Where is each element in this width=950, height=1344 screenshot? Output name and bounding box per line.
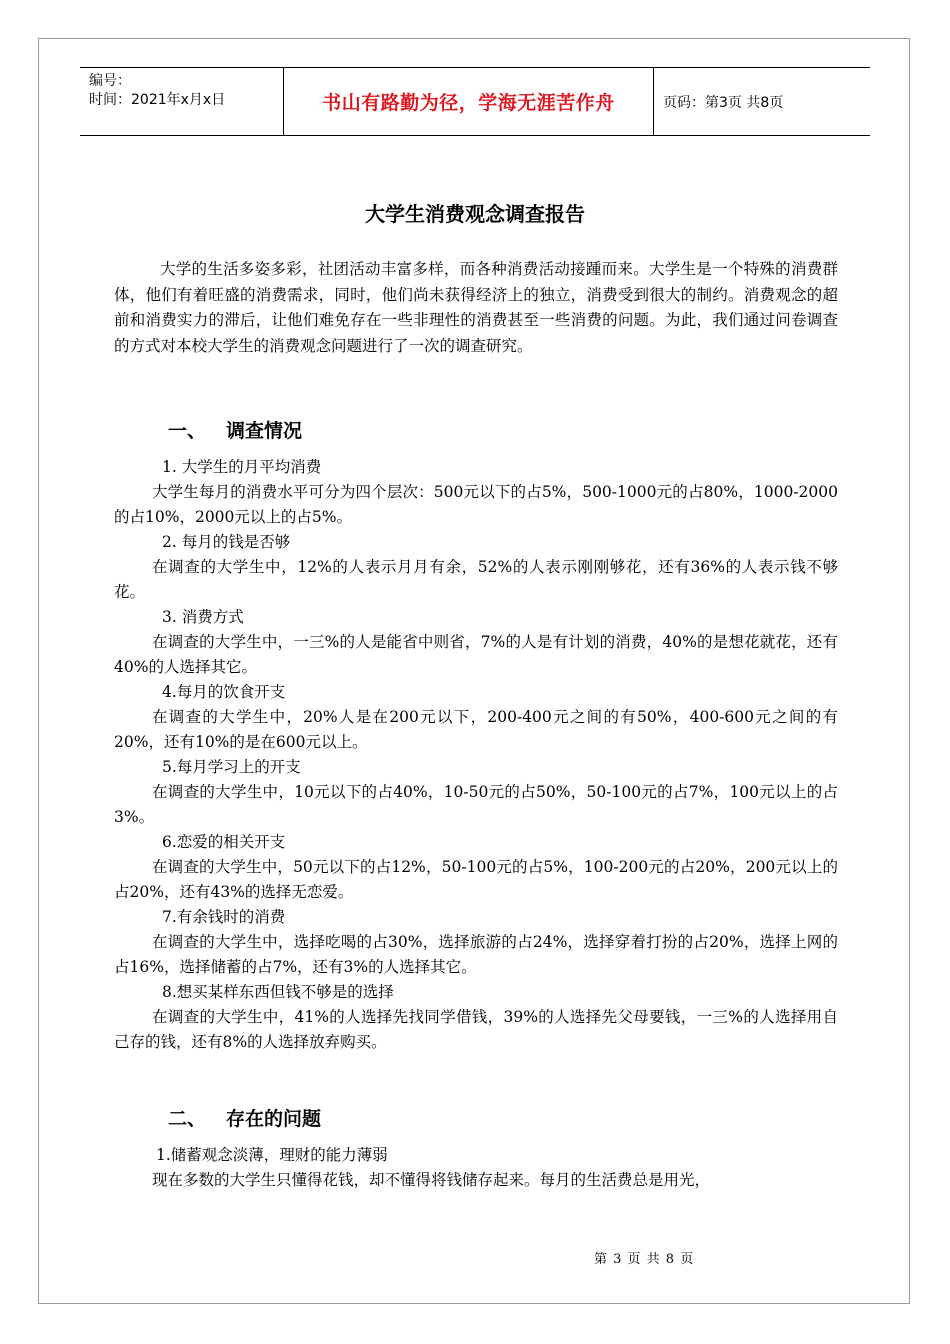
section-heading-problems [114, 1099, 838, 1139]
item-title: 5.每月学习上的开支 [162, 758, 301, 776]
item-body: 在调查的大学生中，一三%的人是能省中则省，7%的人是有计划的消费，40%的是想花就花，还有40%的人选择其它。 [114, 633, 838, 676]
item-body: 现在多数的大学生只懂得花钱，却不懂得将钱储存起来。每月的生活费总是用光， [152, 1171, 711, 1189]
number-label: 编号： [89, 73, 131, 89]
item-title: 8.想买某样东西但钱不够是的选择 [162, 983, 394, 1001]
item-title: 3. 消费方式 [162, 608, 244, 626]
intro-paragraph: 大学的生活多姿多彩，社团活动丰富多样，而各种消费活动接踵而来。大学生是一个特殊的消费群体，他们有着旺盛的消费需求，同时，他们尚未获得经济上的独立，消费受到很大的制约。消费观念的超前和消费实力的滞后，让他们难免存在一些非理性的消费甚至一些消费的问题。为此，我们通过问卷调查的方式对本校大学生的消费观念问题进行了一次的调查研究。 [114, 260, 838, 355]
item-body: 在调查的大学生中，10元以下的占40%，10-50元的占50%，50-100元的占7%，100元以上的占3%。 [114, 783, 838, 826]
header-meta-cell [80, 68, 284, 135]
page-footer: 第 3 页 共 8 页 [594, 1252, 695, 1267]
item-body: 在调查的大学生中，20%人是在200元以下，200-400元之间的有50%，400-600元之间的有20%，还有10%的是在600元以上。 [114, 708, 838, 751]
section-heading-survey [114, 411, 838, 451]
section-title: 调查情况 [226, 420, 303, 442]
header-page-cell [654, 68, 870, 135]
document-body [114, 257, 838, 1193]
item-title: 1.储蓄观念淡薄，理财的能力薄弱 [156, 1146, 388, 1164]
page-code: 页码：第3页 共8页 [663, 94, 784, 111]
item-title: 2. 每月的钱是否够 [162, 533, 291, 551]
item-title: 6.恋爱的相关开支 [162, 833, 286, 851]
header-table [80, 67, 870, 136]
item-title: 7.有余钱时的消费 [162, 908, 286, 926]
item-body: 在调查的大学生中，41%的人选择先找同学借钱，39%的人选择先父母要钱，一三%的人选择用自己存的钱，还有8%的人选择放弃购买。 [114, 1008, 838, 1051]
header-motto-cell [284, 68, 654, 135]
section-number: 二、 [168, 1108, 207, 1130]
item-title: 4.每月的饮食开支 [162, 683, 286, 701]
item-body: 在调查的大学生中，选择吃喝的占30%，选择旅游的占24%，选择穿着打扮的占20%，选择上网的占16%，选择储蓄的占7%，还有3%的人选择其它。 [114, 933, 838, 976]
section-title: 存在的问题 [226, 1108, 322, 1130]
item-body: 在调查的大学生中，12%的人表示月月有余，52%的人表示刚刚够花，还有36%的人表示钱不够花。 [114, 558, 838, 601]
problem-item-list [114, 1143, 838, 1193]
section-number: 一、 [168, 420, 207, 442]
item-body: 大学生每月的消费水平可分为四个层次：500元以下的占5%，500-1000元的占80%，1000-2000的占10%，2000元以上的占5%。 [114, 483, 838, 526]
survey-item-list [114, 455, 838, 1055]
item-title: 1. 大学生的月平均消费 [162, 458, 322, 476]
document-title: 大学生消费观念调查报告 [365, 202, 585, 226]
item-body: 在调查的大学生中，50元以下的占12%，50-100元的占5%，100-200元的占20%，200元以上的占20%，还有43%的选择无恋爱。 [114, 858, 838, 901]
motto-text: 书山有路勤为径，学海无涯苦作舟 [322, 92, 615, 114]
time-label: 时间：2021年x月x日 [89, 92, 226, 108]
